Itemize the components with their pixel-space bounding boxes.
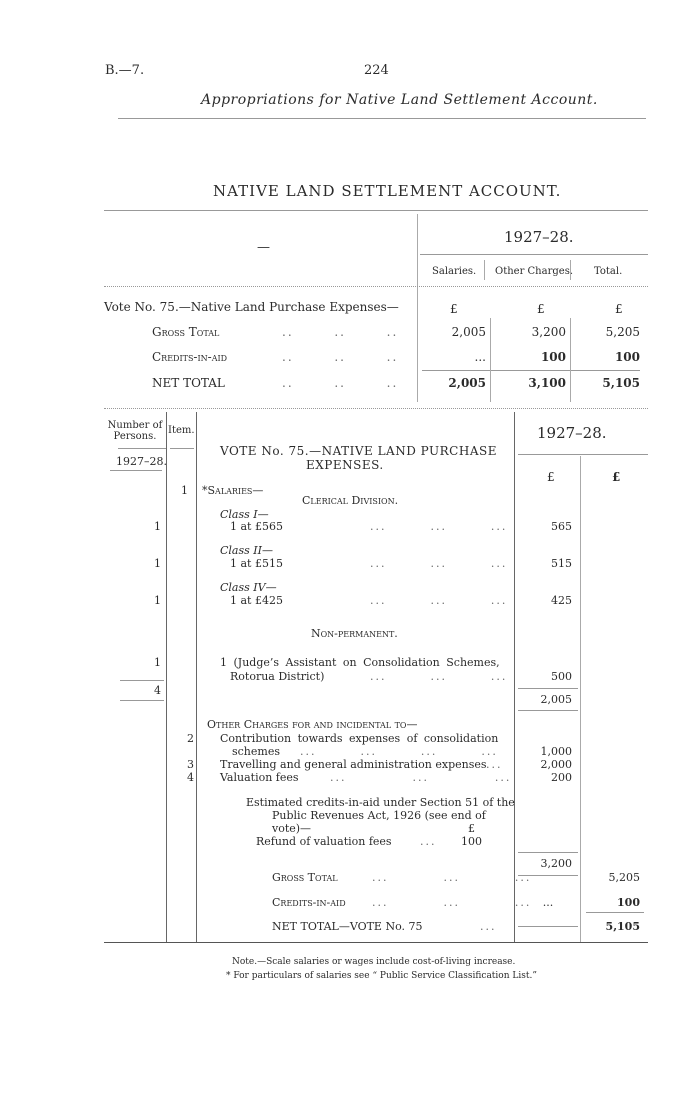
col-total: Total. [594,266,623,277]
persons-total-rule [120,680,164,681]
clerical-division-heading: Clerical Division. [302,494,399,507]
class-detail: 1 at £565 [230,520,283,533]
np-line2: Rotorua District) [230,670,325,683]
gross-total-amount: 5,205 [608,871,640,884]
credits-note-line2: Public Revenues Act, 1926 (see end of [272,809,486,822]
other-item-line2: schemes [232,745,280,758]
class-label: Class II— [220,544,273,557]
summary-gross-other: 3,200 [531,325,566,339]
detail-bottom-rule [104,942,648,943]
class-persons: 1 [154,557,161,570]
summary-head-rule [104,286,648,287]
credits-refund-amount: 100 [461,835,482,848]
credits-in-aid-amount: 100 [617,896,640,909]
summary-net-label: NET TOTAL [152,376,225,390]
salaries-subtotal-rule [518,688,578,689]
other-item-amount: 200 [551,771,572,784]
summary-dash: — [257,240,270,255]
vote-title-line2: EXPENSES. [306,458,384,472]
non-permanent-heading: Non-permanent. [311,627,398,640]
class-amount: 515 [551,557,572,570]
leader-dots: ... [480,920,497,933]
col-number-of-persons: Number of Persons. [107,420,163,442]
detail-persons-divider [166,412,167,942]
page-number: 224 [364,63,389,78]
leader-dots: .. .. .. [282,350,399,364]
class-amount: 425 [551,594,572,607]
np-persons: 1 [154,656,161,669]
other-subtotal-rule [518,852,578,853]
other-subtotal: 3,200 [540,857,572,870]
summary-net-total: 5,105 [602,376,640,390]
class-persons: 1 [154,520,161,533]
col-other-charges: Other Charges. [495,266,573,277]
credits-mid-dots: ... [542,896,554,909]
other-item-amount: 1,000 [540,745,572,758]
class-label: Class I— [220,508,269,521]
summary-year: 1927–28. [504,228,574,246]
summary-currency-total: £ [615,302,623,316]
leader-dots: .. .. .. [282,376,399,390]
detail-currency-total: £ [612,470,621,484]
net-total-amount: 5,105 [605,920,640,933]
net-mid-rule [518,926,578,927]
class-detail: 1 at £425 [230,594,283,607]
persons-total-rule-bottom [120,700,164,701]
leader-dots: ... [420,835,437,848]
other-item-number: 3 [187,758,194,771]
summary-vote-line: Vote No. 75.—Native Land Purchase Expenses— [104,300,399,314]
detail-currency-sub: £ [547,470,555,484]
leader-dots: .. .. .. [282,325,399,339]
item-head-rule [170,448,194,449]
summary-col-sep-4 [570,318,571,402]
col-salaries: Salaries. [432,266,477,277]
summary-credits-total: 100 [614,350,640,364]
detail-top-rule [104,408,648,409]
salaries-subtotal: 2,005 [540,693,572,706]
leader-dots: ... ... ... ... [300,745,498,758]
other-item-line1: Contribution towards expenses of consolidation [220,732,499,745]
vote-title-line1: VOTE No. 75.—NATIVE LAND PURCHASE [220,444,497,458]
detail-amount-divider [514,412,515,942]
summary-credits-salaries: ... [474,350,486,364]
persons-head-rule [118,448,166,449]
other-item-amount: 2,000 [540,758,572,771]
credits-refund-label: Refund of valuation fees [256,835,392,848]
report-reference: B.—7. [105,63,145,78]
summary-gross-label: Gross Total [152,325,220,339]
summary-gross-total: 5,205 [605,325,640,339]
summary-col-sep-2 [570,260,571,280]
leader-dots: ... ... ... [370,557,508,570]
leader-dots: ... ... ... [330,771,512,784]
summary-net-rule [422,370,640,371]
summary-net-salaries: 2,005 [448,376,486,390]
np-line1: 1 (Judge’s Assistant on Consolidation Schemes, [220,656,500,669]
summary-top-rule [104,210,648,211]
summary-year-rule [420,254,648,255]
persons-year-rule [110,470,162,471]
class-persons: 1 [154,594,161,607]
leader-dots: ... ... ... [370,594,508,607]
gross-rule [518,875,578,876]
summary-currency-salaries: £ [450,302,458,316]
credits-note-currency: £ [468,822,475,835]
class-amount: 565 [551,520,572,533]
net-rule [586,912,644,913]
detail-year-rule [518,454,648,455]
other-item-line1: Valuation fees [220,771,299,784]
other-charges-heading: Other Charges for and incidental to— [207,718,418,731]
summary-col-sep-1 [484,260,485,280]
summary-currency-other: £ [537,302,545,316]
summary-gross-salaries: 2,005 [451,325,486,339]
np-amount: 500 [551,670,572,683]
salaries-subtotal-rule-bottom [518,710,578,711]
leader-dots: ... ... ... [370,520,508,533]
summary-divider [417,214,418,402]
detail-amount-subdivider [580,456,581,942]
header-rule [118,118,646,119]
leader-dots: ... ... ... [372,896,532,909]
leader-dots: ... [486,758,503,771]
credits-note-line1: Estimated credits-in-aid under Section 51 of the [246,796,515,809]
detail-item-divider [196,412,197,942]
summary-credits-other: 100 [540,350,566,364]
leader-dots: ... ... ... [370,670,508,683]
running-title: Appropriations for Native Land Settlement Account. [201,92,598,108]
detail-year: 1927–28. [537,424,607,442]
footnote-scale-salaries: Note.—Scale salaries or wages include cost-of-living increase. [232,957,516,967]
class-label: Class IV— [220,581,277,594]
summary-col-sep-3 [490,318,491,402]
other-item-number: 4 [187,771,194,784]
gross-total-label: Gross Total [272,871,338,884]
leader-dots: ... ... ... [372,871,532,884]
summary-credits-label: Credits-in-aid [152,350,228,364]
col-item: Item. [168,425,195,436]
persons-total: 4 [154,684,161,697]
net-total-label: NET TOTAL—VOTE No. 75 [272,920,423,933]
class-detail: 1 at £515 [230,557,283,570]
salaries-heading: *Salaries— [202,484,264,497]
account-title: NATIVE LAND SETTLEMENT ACCOUNT. [213,182,562,200]
credits-in-aid-label: Credits-in-aid [272,896,346,909]
salaries-item-number: 1 [181,484,188,497]
footnote-classification-list: * For particulars of salaries see “ Public Service Classification List.” [226,971,537,981]
persons-year: 1927–28. [116,455,167,468]
summary-net-other: 3,100 [528,376,566,390]
credits-note-line3: vote)— [272,822,312,835]
other-item-line1: Travelling and general administration expenses [220,758,487,771]
other-item-number: 2 [187,732,194,745]
